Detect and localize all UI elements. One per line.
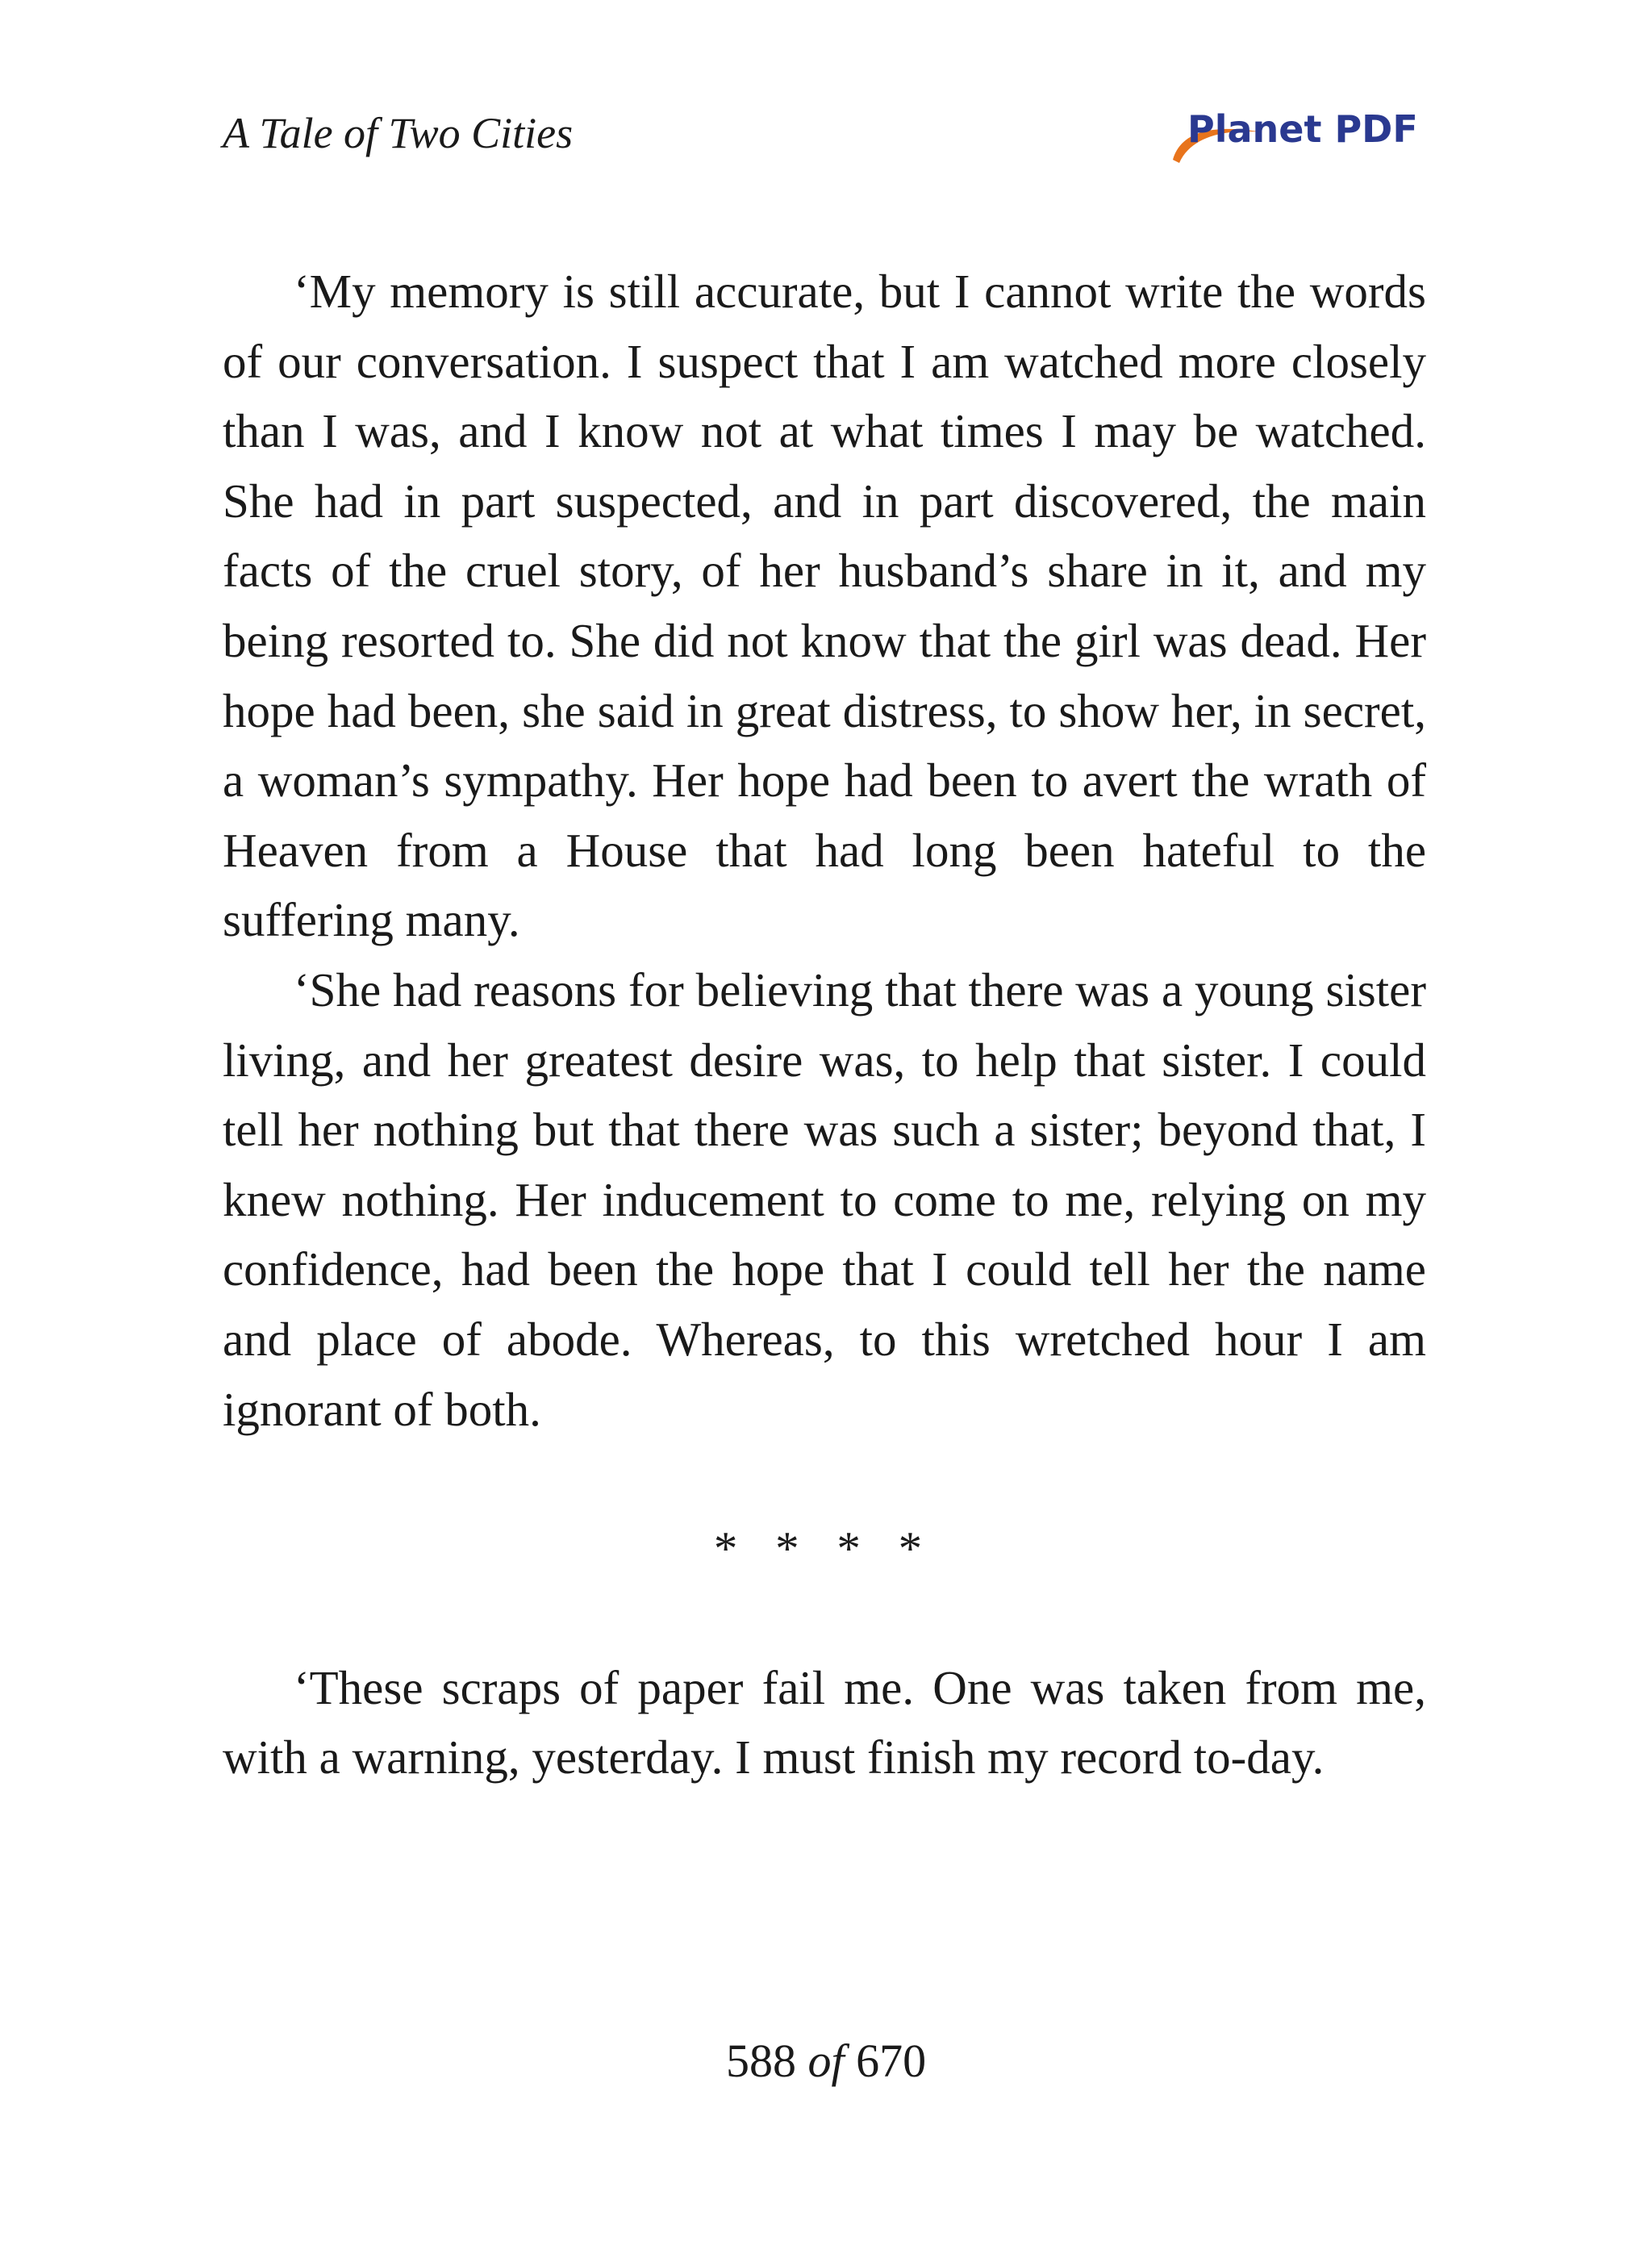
section-separator: * * * * <box>713 1521 936 1576</box>
planet-pdf-logo <box>1168 102 1426 174</box>
paragraph-3: ‘These scraps of paper fail me. One was taken from me, with a warning, yesterday. I must finish my record to-day. <box>223 1660 1426 1784</box>
page-number <box>0 2029 1652 2093</box>
planet-pdf-logo-image <box>1168 102 1426 174</box>
body-text <box>223 257 1426 1793</box>
running-book-title: A Tale of Two Cities <box>223 109 574 157</box>
total-page-count: 670 <box>856 2035 927 2087</box>
logo-text: Planet PDF <box>1187 107 1418 151</box>
paragraph-2: ‘She had reasons for believing that there was a young sister living, and her greatest desire was, to help that sister. I could tell her nothing but that there was such a sister; beyond that, I knew nothing. Her inducement to come to me, relying on my confidence, had been the hope that I could tell her the name and place of abode. Whereas, to this wretched hour I am ignorant of both. <box>223 962 1426 1436</box>
page-of-label: of <box>807 2035 845 2087</box>
paragraph-1: ‘My memory is still accurate, but I cannot write the words of our conversation. I suspect that I am watched more closely than I was, and I know not at what times I may be watched. She had in part suspected, and in part discovered, the main facts of the cruel story, of her husband’s share in it, and my being resorted to. She did not know that the girl was dead. Her hope had been, she said in great distress, to show her, in secret, a woman’s sympathy. Her hope had been to avert the wrath of Heaven from a House that had long been hateful to the suffering many. <box>223 265 1426 947</box>
current-page-number: 588 <box>725 2035 796 2087</box>
